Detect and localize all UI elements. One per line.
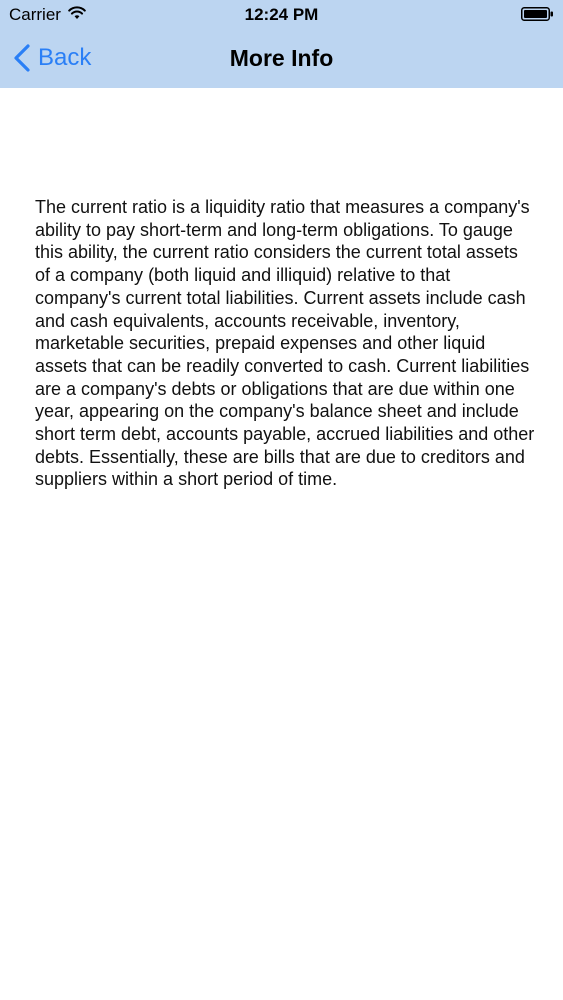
page-title: More Info [229,45,334,71]
back-button-label: Back [38,44,92,71]
status-bar [0,0,563,30]
info-paragraph: The current ratio is a liquidity ratio that measures a company's ability to pay short-term and long-term obligations. To gauge this ability, the current ratio considers the current total assets of a company (both liquid and illiquid) relative to that company's current total liabilities. Current assets include cash and cash equivalents, accounts receivable, inventory, marketable securities, prepaid expenses and other liquid assets that can be readily converted to cash. Current liabilities are a company's debts or obligations that are due within one year, appearing on the company's balance sheet and include short term debt, accounts payable, accrued liabilities and other debts. Essentially, these are bills that are due to creditors and suppliers within a short period of time. [35,197,535,490]
navigation-bar [0,30,563,88]
battery-icon [521,7,554,21]
carrier-label: Carrier [9,5,61,24]
clock: 12:24 PM [244,5,319,24]
top-bar [0,0,563,88]
